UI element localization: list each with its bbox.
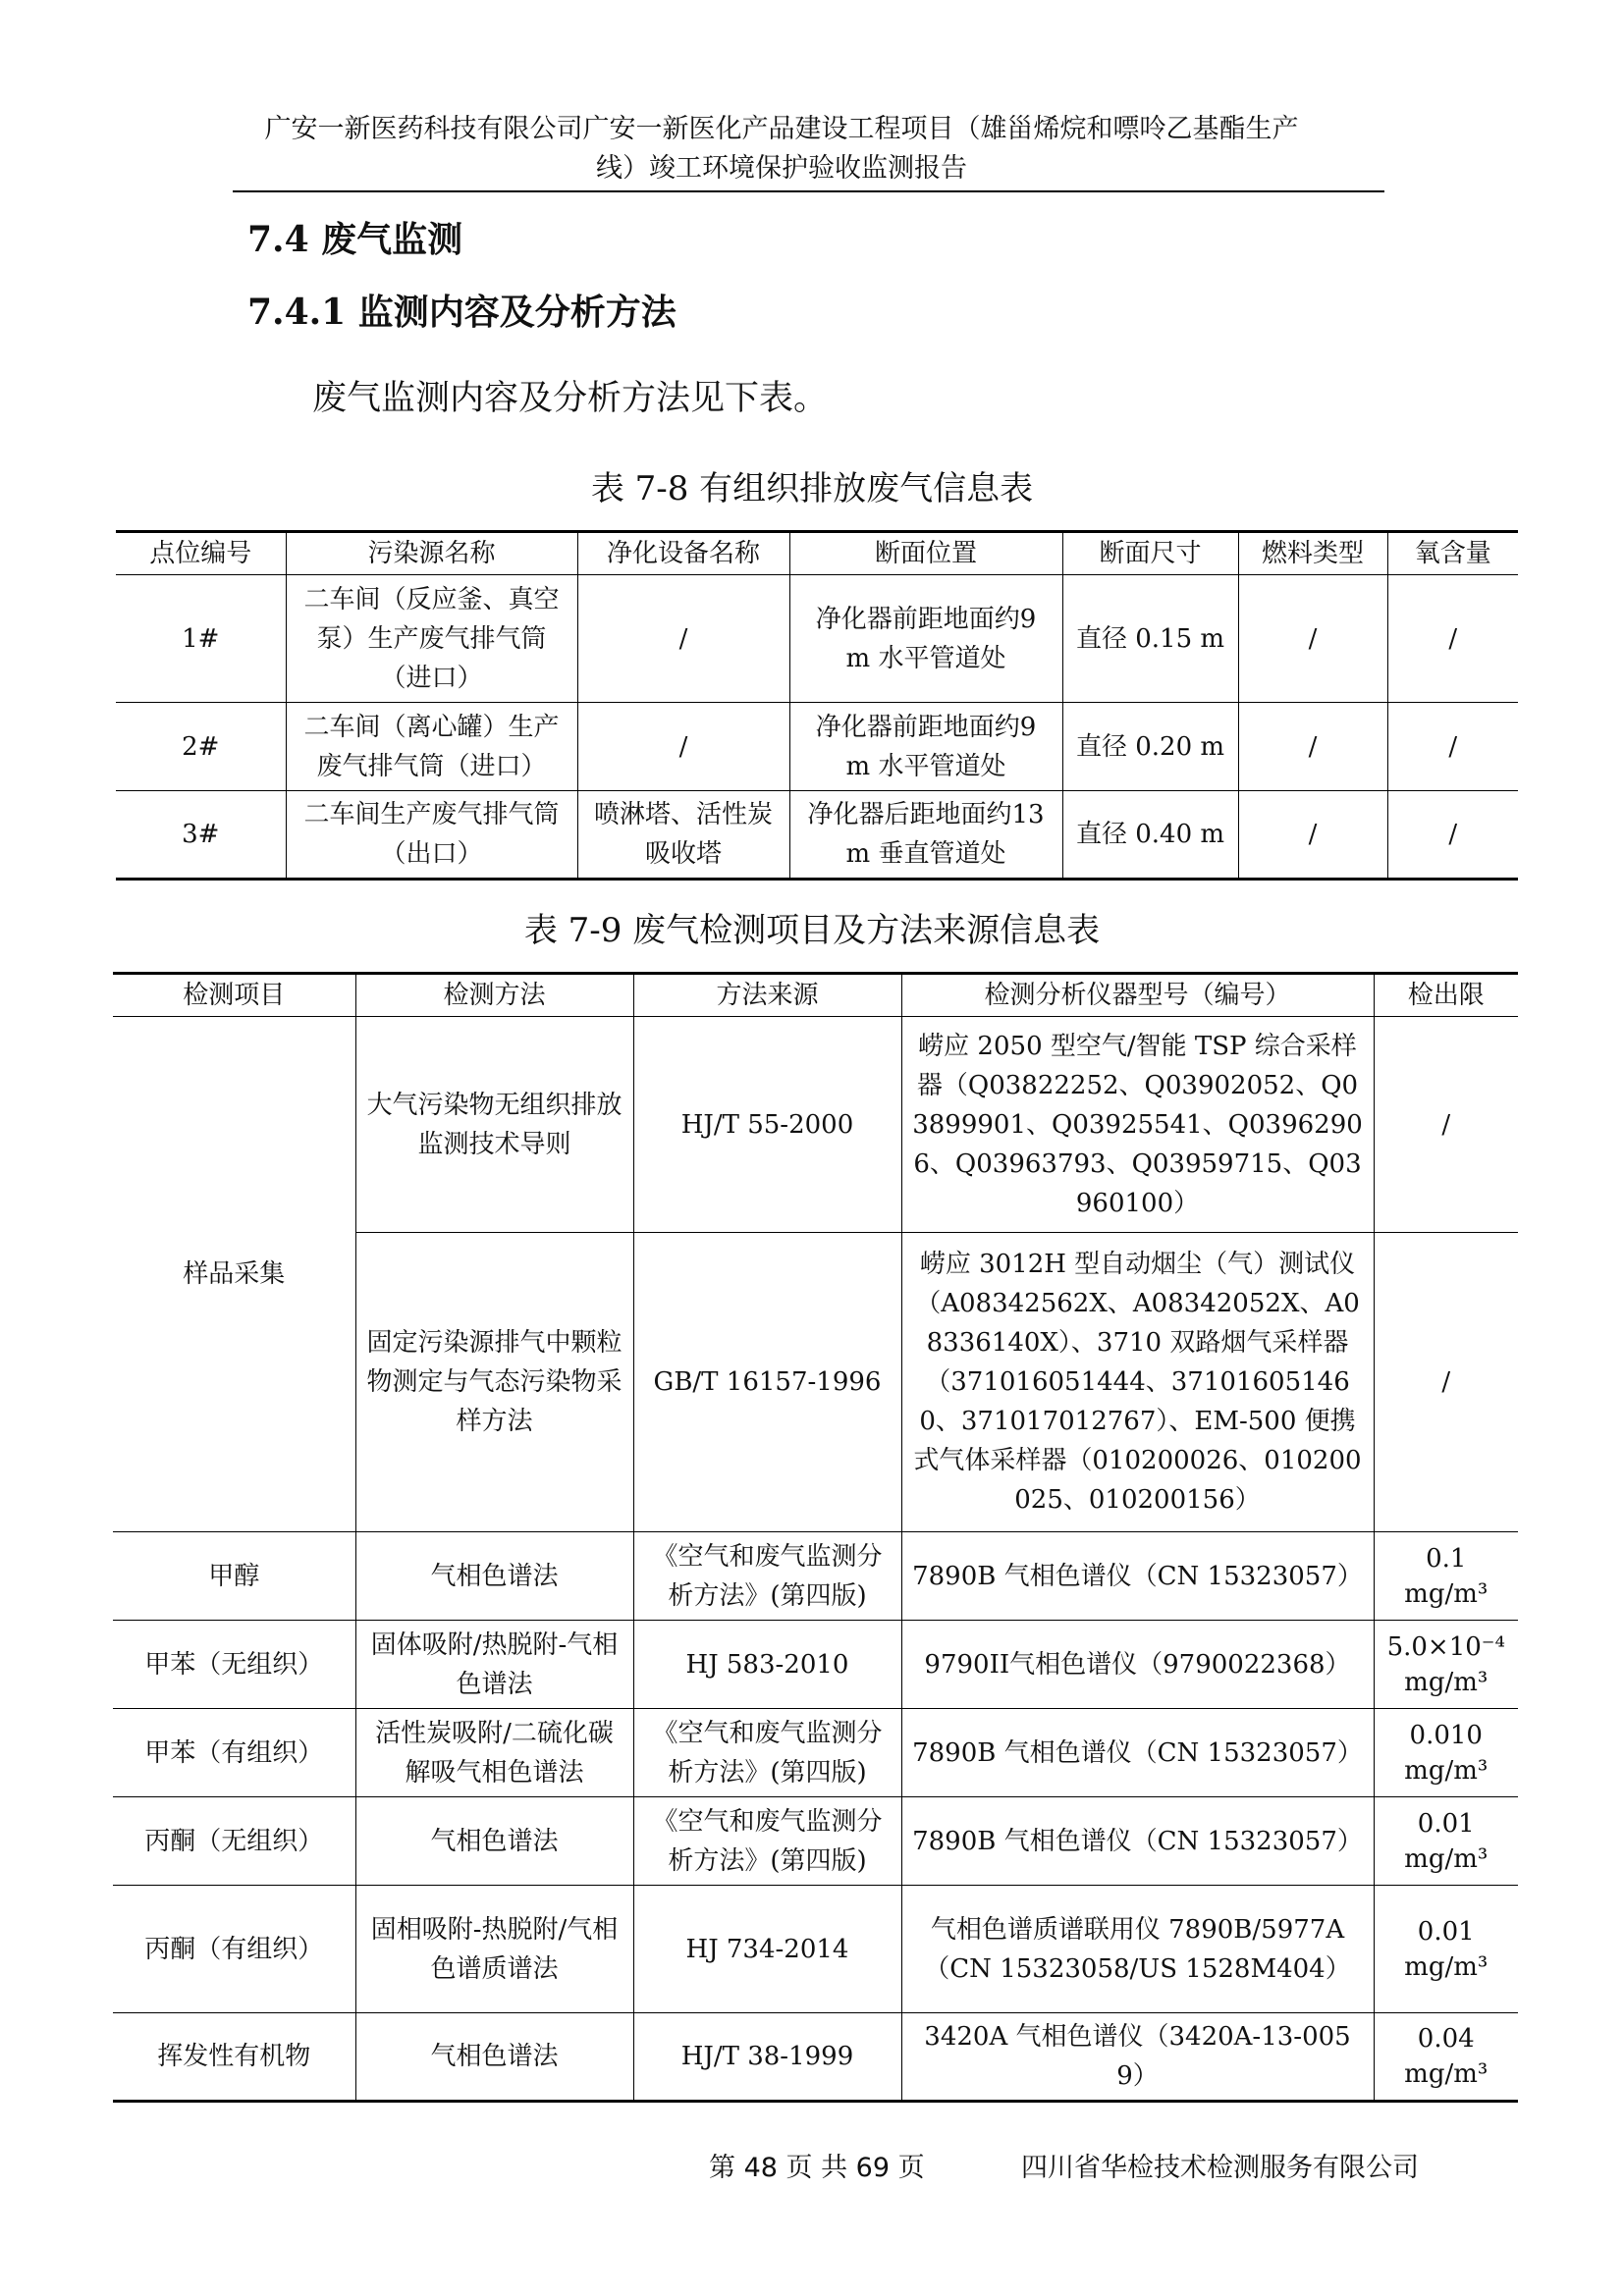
page-header <box>177 110 1386 188</box>
table-cell: 二车间生产废气排气筒（出口） <box>286 791 577 880</box>
table-cell-limit <box>1374 1797 1518 1886</box>
col-header: 断面尺寸 <box>1062 532 1238 575</box>
table-cell-item: 丙酮（无组织） <box>113 1797 355 1886</box>
limit-value: 0.01 <box>1417 1916 1475 1947</box>
col-header: 检测分析仪器型号（编号） <box>901 974 1374 1017</box>
table-header-row <box>113 974 1518 1017</box>
table-cell-limit <box>1374 2013 1518 2102</box>
table-row <box>116 575 1518 703</box>
table-cell-instrument: 气相色谱质谱联用仪 7890B/5977A（CN 15323058/US 1528M404） <box>901 1886 1374 2013</box>
limit-unit: mg/m³ <box>1404 1755 1489 1786</box>
table-cell-item: 甲苯（有组织） <box>113 1709 355 1797</box>
section-heading: 7.4 废气监测 <box>247 219 463 260</box>
table-cell-item: 甲醇 <box>113 1532 355 1621</box>
header-line-1: 广安一新医药科技有限公司广安一新医化产品建设工程项目（雄甾烯烷和嘌呤乙基酯生产 <box>264 114 1299 144</box>
table-row <box>113 1797 1518 1886</box>
table-cell-method: 活性炭吸附/二硫化碳解吸气相色谱法 <box>355 1709 633 1797</box>
table-cell: / <box>1387 703 1518 791</box>
limit-unit: mg/m³ <box>1404 1843 1489 1874</box>
limit-unit: mg/m³ <box>1404 1578 1489 1609</box>
limit-value: 0.04 <box>1417 2024 1475 2054</box>
table-cell: 3# <box>116 791 286 880</box>
table-7-8 <box>116 530 1518 881</box>
table-cell: 1# <box>116 575 286 703</box>
limit-value: 0.01 <box>1417 1808 1475 1839</box>
table-cell-method: 固定污染源排气中颗粒物测定与气态污染物采样方法 <box>355 1233 633 1532</box>
table-cell: 二车间（离心罐）生产废气排气筒（进口） <box>286 703 577 791</box>
table-cell-source: HJ 583-2010 <box>633 1621 901 1709</box>
header-rule <box>233 190 1384 192</box>
table-cell: 二车间（反应釜、真空泵）生产废气排气筒（进口） <box>286 575 577 703</box>
limit-value: 0.010 <box>1409 1720 1483 1750</box>
limit-unit: mg/m³ <box>1404 2059 1489 2089</box>
col-header: 方法来源 <box>633 974 901 1017</box>
table-cell-limit: / <box>1374 1017 1518 1233</box>
table-cell: / <box>1387 791 1518 880</box>
table-7-8-caption: 表 7-8 有组织排放废气信息表 <box>590 469 1034 508</box>
table-cell-item: 样品采集 <box>113 1017 355 1532</box>
table-cell-limit <box>1374 1709 1518 1797</box>
page-number: 第 48 页 共 69 页 <box>709 2153 925 2183</box>
table-cell: 直径 0.15 m <box>1062 575 1238 703</box>
table-cell-limit <box>1374 1621 1518 1709</box>
col-header: 氧含量 <box>1387 532 1518 575</box>
table-7-9-caption: 表 7-9 废气检测项目及方法来源信息表 <box>523 911 1101 950</box>
table-row <box>116 703 1518 791</box>
table-row <box>116 791 1518 880</box>
table-cell-instrument: 7890B 气相色谱仪（CN 15323057） <box>901 1797 1374 1886</box>
table-cell-item: 甲苯（无组织） <box>113 1621 355 1709</box>
subsection-heading: 7.4.1 监测内容及分析方法 <box>247 292 677 333</box>
table-cell: 喷淋塔、活性炭吸收塔 <box>577 791 789 880</box>
header-line-2: 线）竣工环境保护验收监测报告 <box>596 153 967 184</box>
table-row <box>113 1621 1518 1709</box>
table-cell: / <box>577 575 789 703</box>
table-cell-source: 《空气和废气监测分析方法》(第四版) <box>633 1709 901 1797</box>
table-cell: 直径 0.40 m <box>1062 791 1238 880</box>
table-cell-item: 丙酮（有组织） <box>113 1886 355 2013</box>
table-header-row <box>116 532 1518 575</box>
table-cell-instrument: 3420A 气相色谱仪（3420A-13-0059） <box>901 2013 1374 2102</box>
table-cell-method: 固相吸附-热脱附/气相色谱质谱法 <box>355 1886 633 2013</box>
table-cell-source: HJ 734-2014 <box>633 1886 901 2013</box>
table-cell-instrument: 7890B 气相色谱仪（CN 15323057） <box>901 1532 1374 1621</box>
col-header: 检出限 <box>1374 974 1518 1017</box>
table-cell-source: 《空气和废气监测分析方法》(第四版) <box>633 1797 901 1886</box>
table-cell-method: 气相色谱法 <box>355 1532 633 1621</box>
table-cell: / <box>1238 703 1387 791</box>
col-header: 燃料类型 <box>1238 532 1387 575</box>
table-cell-source: GB/T 16157-1996 <box>633 1233 901 1532</box>
table-row <box>113 1886 1518 2013</box>
footer-company: 四川省华检技术检测服务有限公司 <box>1021 2153 1419 2183</box>
table-cell-limit <box>1374 1532 1518 1621</box>
col-header: 点位编号 <box>116 532 286 575</box>
table-cell-limit: / <box>1374 1233 1518 1532</box>
table-cell: / <box>577 703 789 791</box>
intro-paragraph: 废气监测内容及分析方法见下表。 <box>312 379 829 418</box>
table-cell: 直径 0.20 m <box>1062 703 1238 791</box>
limit-value: 0.1 <box>1426 1543 1467 1574</box>
table-cell-instrument: 7890B 气相色谱仪（CN 15323057） <box>901 1709 1374 1797</box>
table-cell: / <box>1238 791 1387 880</box>
col-header: 净化设备名称 <box>577 532 789 575</box>
table-cell-limit <box>1374 1886 1518 2013</box>
table-cell: 净化器前距地面约9 m 水平管道处 <box>789 575 1062 703</box>
col-header: 污染源名称 <box>286 532 577 575</box>
table-row <box>113 1709 1518 1797</box>
table-cell-source: HJ/T 38-1999 <box>633 2013 901 2102</box>
limit-unit: mg/m³ <box>1404 1667 1489 1697</box>
col-header: 检测项目 <box>113 974 355 1017</box>
table-cell-instrument: 崂应 2050 型空气/智能 TSP 综合采样器（Q03822252、Q03902052、Q03899901、Q03925541、Q03962906、Q03963793、Q03959715、Q03960100） <box>901 1017 1374 1233</box>
col-header: 断面位置 <box>789 532 1062 575</box>
table-cell-method: 气相色谱法 <box>355 2013 633 2102</box>
table-row <box>113 2013 1518 2102</box>
table-7-9 <box>113 972 1518 2103</box>
table-cell-instrument: 9790II气相色谱仪（9790022368） <box>901 1621 1374 1709</box>
table-cell: 2# <box>116 703 286 791</box>
table-cell: 净化器前距地面约9 m 水平管道处 <box>789 703 1062 791</box>
table-cell-method: 气相色谱法 <box>355 1797 633 1886</box>
table-cell-source: HJ/T 55-2000 <box>633 1017 901 1233</box>
table-cell: 净化器后距地面约13 m 垂直管道处 <box>789 791 1062 880</box>
limit-unit: mg/m³ <box>1404 1951 1489 1982</box>
table-cell-instrument: 崂应 3012H 型自动烟尘（气）测试仪（A08342562X、A08342052X、A08336140X）、3710 双路烟气采样器（371016051444、371016051460、371017012767）、EM-500 便携式气体采样器（010200026、010200025、010200156） <box>901 1233 1374 1532</box>
limit-value: 5.0×10⁻⁴ <box>1386 1631 1505 1662</box>
table-cell-item: 挥发性有机物 <box>113 2013 355 2102</box>
table-row <box>113 1017 1518 1233</box>
table-cell: / <box>1238 575 1387 703</box>
table-row <box>113 1532 1518 1621</box>
table-cell-method: 固体吸附/热脱附-气相色谱法 <box>355 1621 633 1709</box>
table-cell-source: 《空气和废气监测分析方法》(第四版) <box>633 1532 901 1621</box>
table-cell: / <box>1387 575 1518 703</box>
table-cell-method: 大气污染物无组织排放监测技术导则 <box>355 1017 633 1233</box>
col-header: 检测方法 <box>355 974 633 1017</box>
